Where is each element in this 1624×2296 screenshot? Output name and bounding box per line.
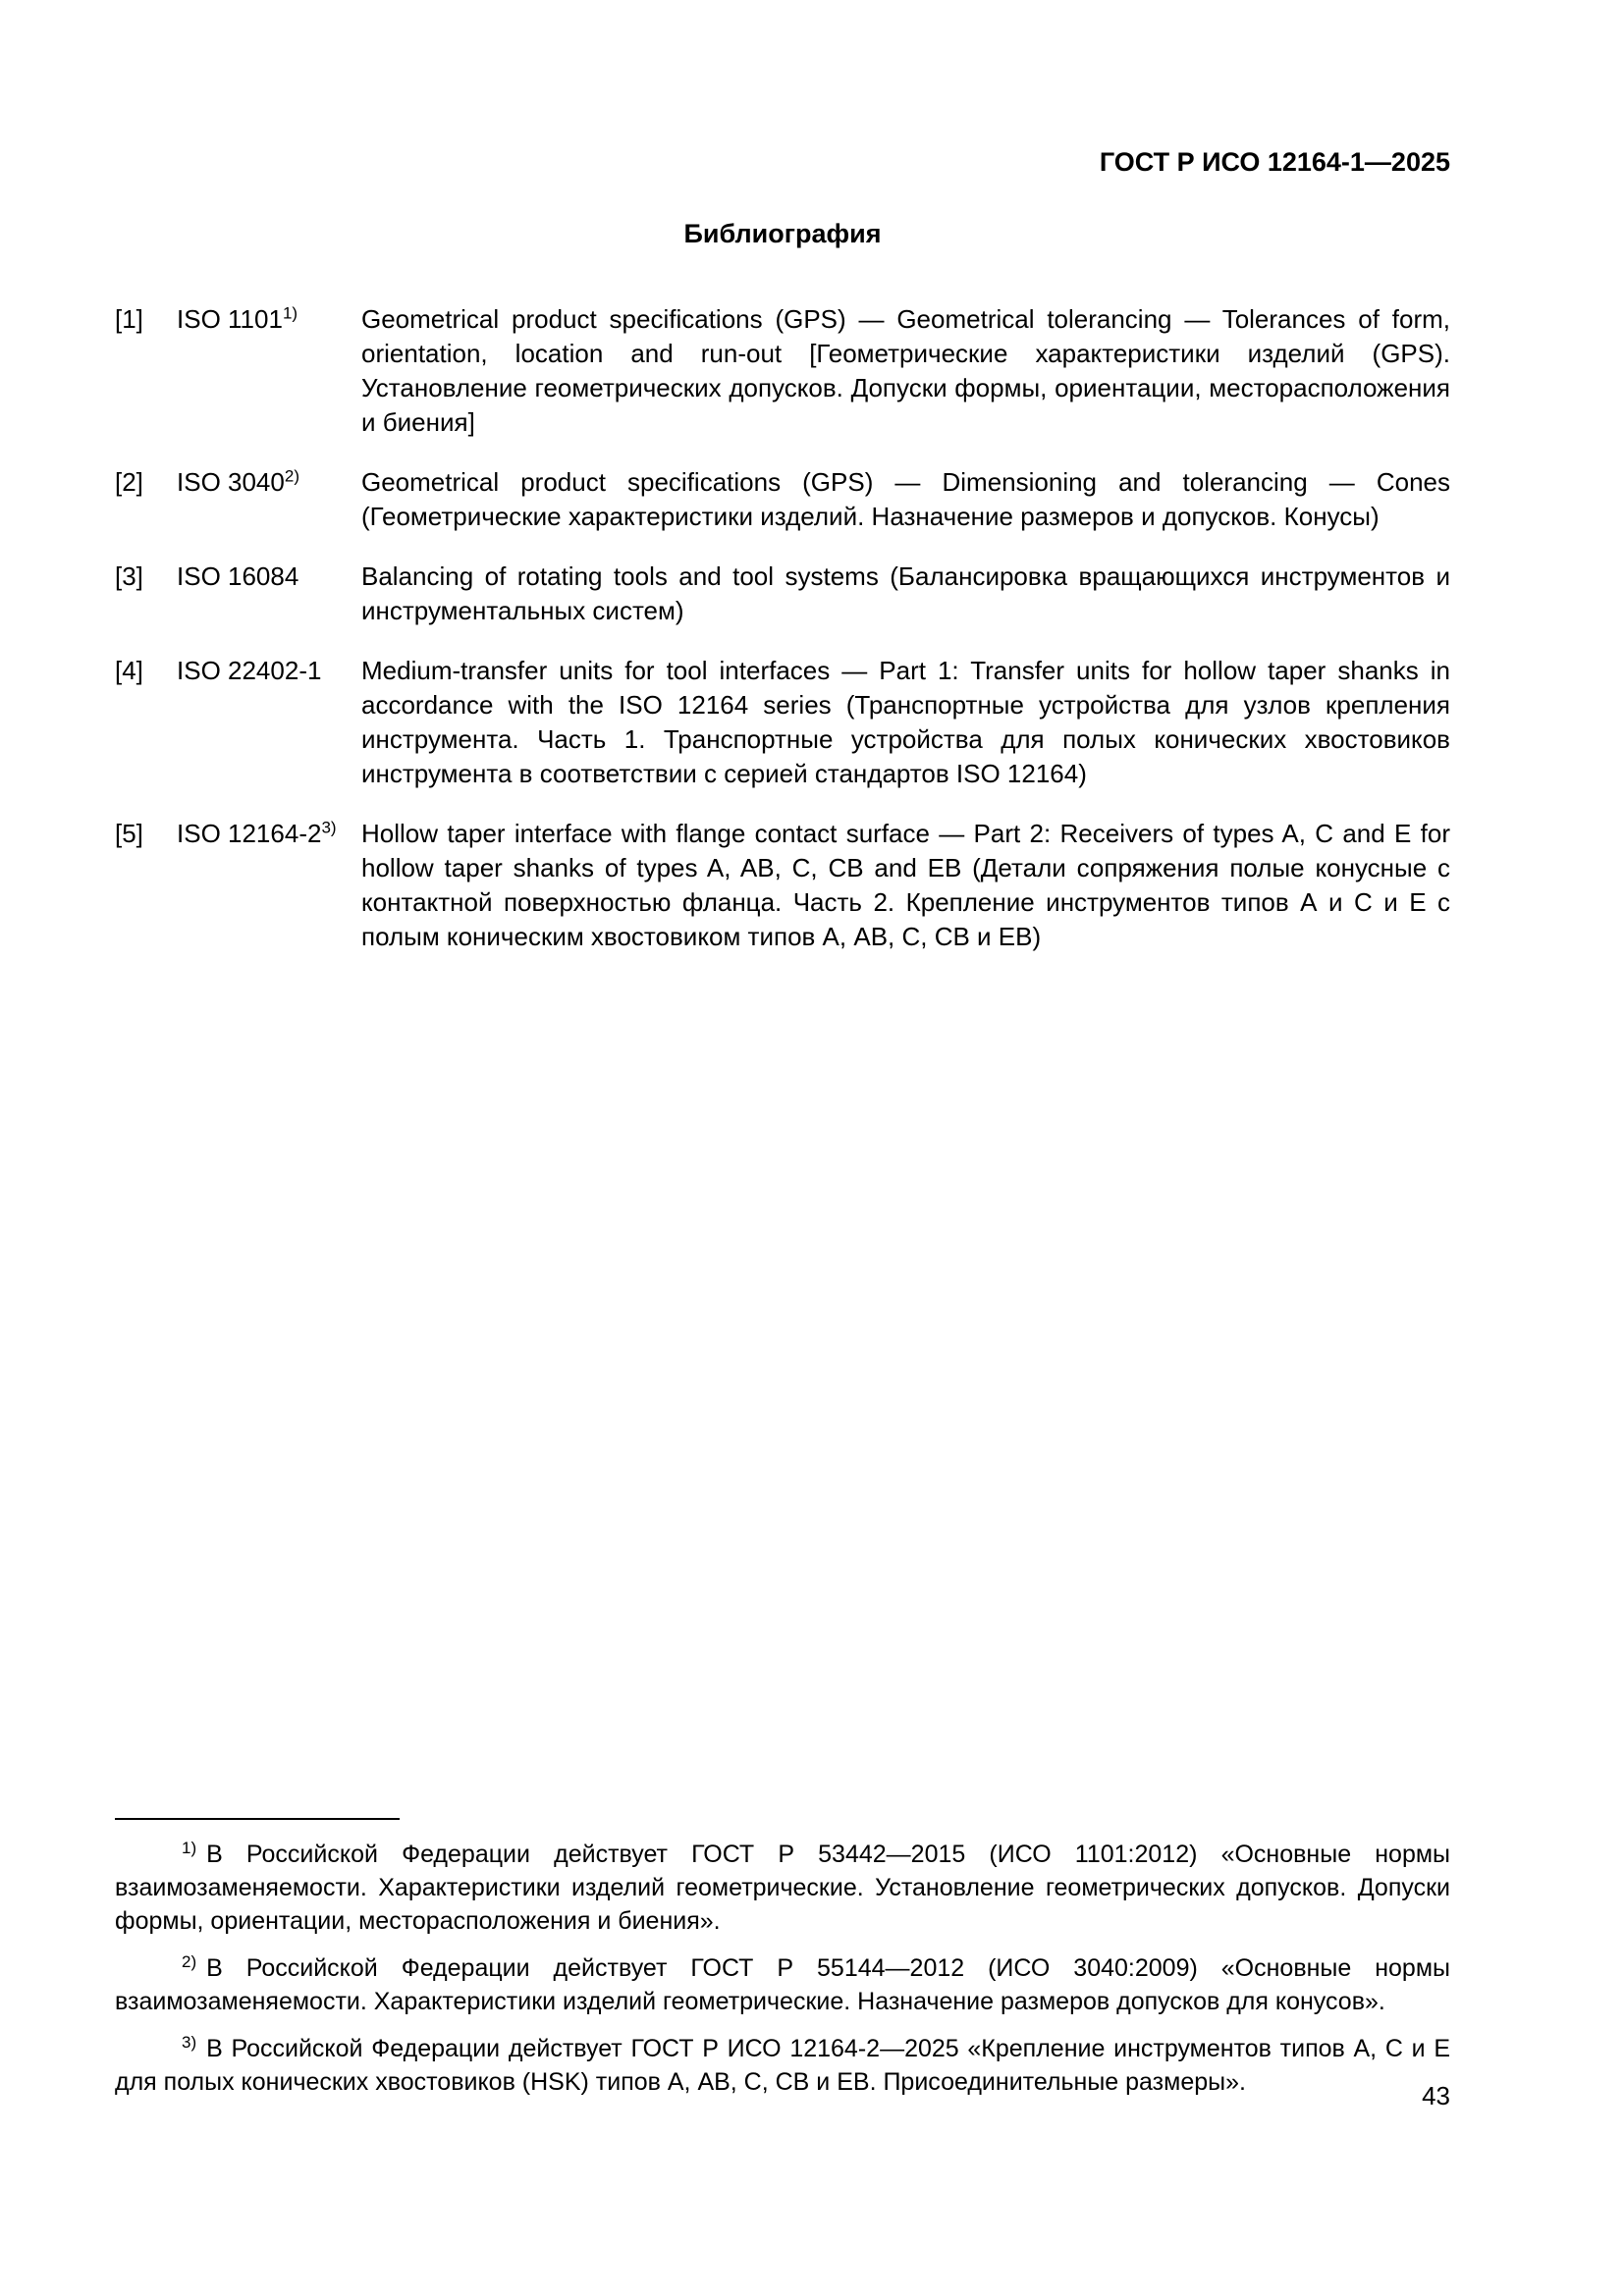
entry-description: Medium-transfer units for tool interfaces — Part 1: Transfer units for hollow taper shanks in accordance with the ISO 12164 series (Транспортные устройства для узлов крепления инструмента. Часть 1. Транспортные устройства для полых конических хвостовиков инструмента в соответствии с серией стандартов ISO 12164) xyxy=(361,656,1450,788)
page-number: 43 xyxy=(1422,2081,1450,2110)
footnotes-section xyxy=(115,1818,1450,2112)
entry-number: [1] xyxy=(115,304,143,334)
entry-description: Geometrical product specifications (GPS) — Geometrical tolerancing — Tolerances of form, orientation, location and run-out [Геометрические характеристики изделий (GPS). Установление геометрических допусков. Допуски формы, ориентации, месторасположения и биения] xyxy=(361,304,1450,437)
entry-code xyxy=(177,654,361,688)
entry-code-text: ISO 22402-1 xyxy=(177,656,322,685)
entry-description: Hollow taper interface with flange contact surface — Part 2: Receivers of types A, C and E for hollow taper shanks of types A, AB, C, CB and EB (Детали сопряжения полые конусные с контактной поверхностью фланца. Часть 2. Крепление инструментов типов А и С и Е с полым коническим хвостовиком типов А, АВ, С, СВ и ЕВ) xyxy=(361,819,1450,951)
footnote-text: В Российской Федерации действует ГОСТ Р 55144—2012 (ИСО 3040:2009) «Основные нормы взаимозаменяемости. Характеристики изделий геометрические. Назначение размеров допусков для конусов». xyxy=(115,1954,1450,2015)
page-header xyxy=(115,145,1450,180)
footnote-marker: 3) xyxy=(182,2032,197,2052)
footnote-text: В Российской Федерации действует ГОСТ Р ИСО 12164-2—2025 «Крепление инструментов типов А, С и Е для полых конических хвостовиков (HSK) типов А, АВ, С, СВ и ЕВ. Присоединительные размеры». xyxy=(115,2035,1450,2096)
document-code: ГОСТ Р ИСО 12164-1—2025 xyxy=(1099,147,1450,177)
footnote-marker: 1) xyxy=(182,1838,197,1857)
entry-code xyxy=(177,560,361,594)
entry-number: [3] xyxy=(115,561,143,591)
footnote-marker: 2) xyxy=(182,1951,197,1971)
entry-description: Geometrical product specifications (GPS) — Dimensioning and tolerancing — Cones (Геометрические характеристики изделий. Назначение размеров и допусков. Конусы) xyxy=(361,467,1450,531)
footnote-marker: 2) xyxy=(284,466,299,486)
entry-number: [2] xyxy=(115,467,143,497)
footnote xyxy=(115,1838,1450,1938)
footnote-marker: 3) xyxy=(321,818,337,837)
entry-number: [4] xyxy=(115,656,143,685)
entry-code-text: ISO 1101 xyxy=(177,304,283,334)
footnote-text: В Российской Федерации действует ГОСТ Р 53442—2015 (ИСО 1101:2012) «Основные нормы взаимозаменяемости. Характеристики изделий геометрические. Установление геометрических допусков. Допуски формы, ориентации, месторасположения и биения». xyxy=(115,1841,1450,1935)
entry-number: [5] xyxy=(115,819,143,848)
bibliography-list xyxy=(115,302,1450,954)
entry-code xyxy=(177,302,361,337)
bibliography-entry xyxy=(115,302,1450,440)
bibliography-entry xyxy=(115,817,1450,954)
footnote xyxy=(115,2032,1450,2099)
bibliography-entry xyxy=(115,654,1450,791)
bibliography-entry xyxy=(115,560,1450,628)
entry-code-text: ISO 3040 xyxy=(177,467,285,497)
footnote xyxy=(115,1951,1450,2018)
entry-description: Balancing of rotating tools and tool systems (Балансировка вращающихся инструментов и инструментальных систем) xyxy=(361,561,1450,625)
footnote-marker: 1) xyxy=(282,303,298,323)
bibliography-entry xyxy=(115,465,1450,534)
entry-code xyxy=(177,465,361,500)
page-title: Библиография xyxy=(683,219,882,248)
entry-code-text: ISO 16084 xyxy=(177,561,299,591)
page-content xyxy=(115,145,1450,980)
entry-code-text: ISO 12164-2 xyxy=(177,819,322,848)
entry-code xyxy=(177,817,361,851)
footnote-divider xyxy=(115,1818,400,1820)
